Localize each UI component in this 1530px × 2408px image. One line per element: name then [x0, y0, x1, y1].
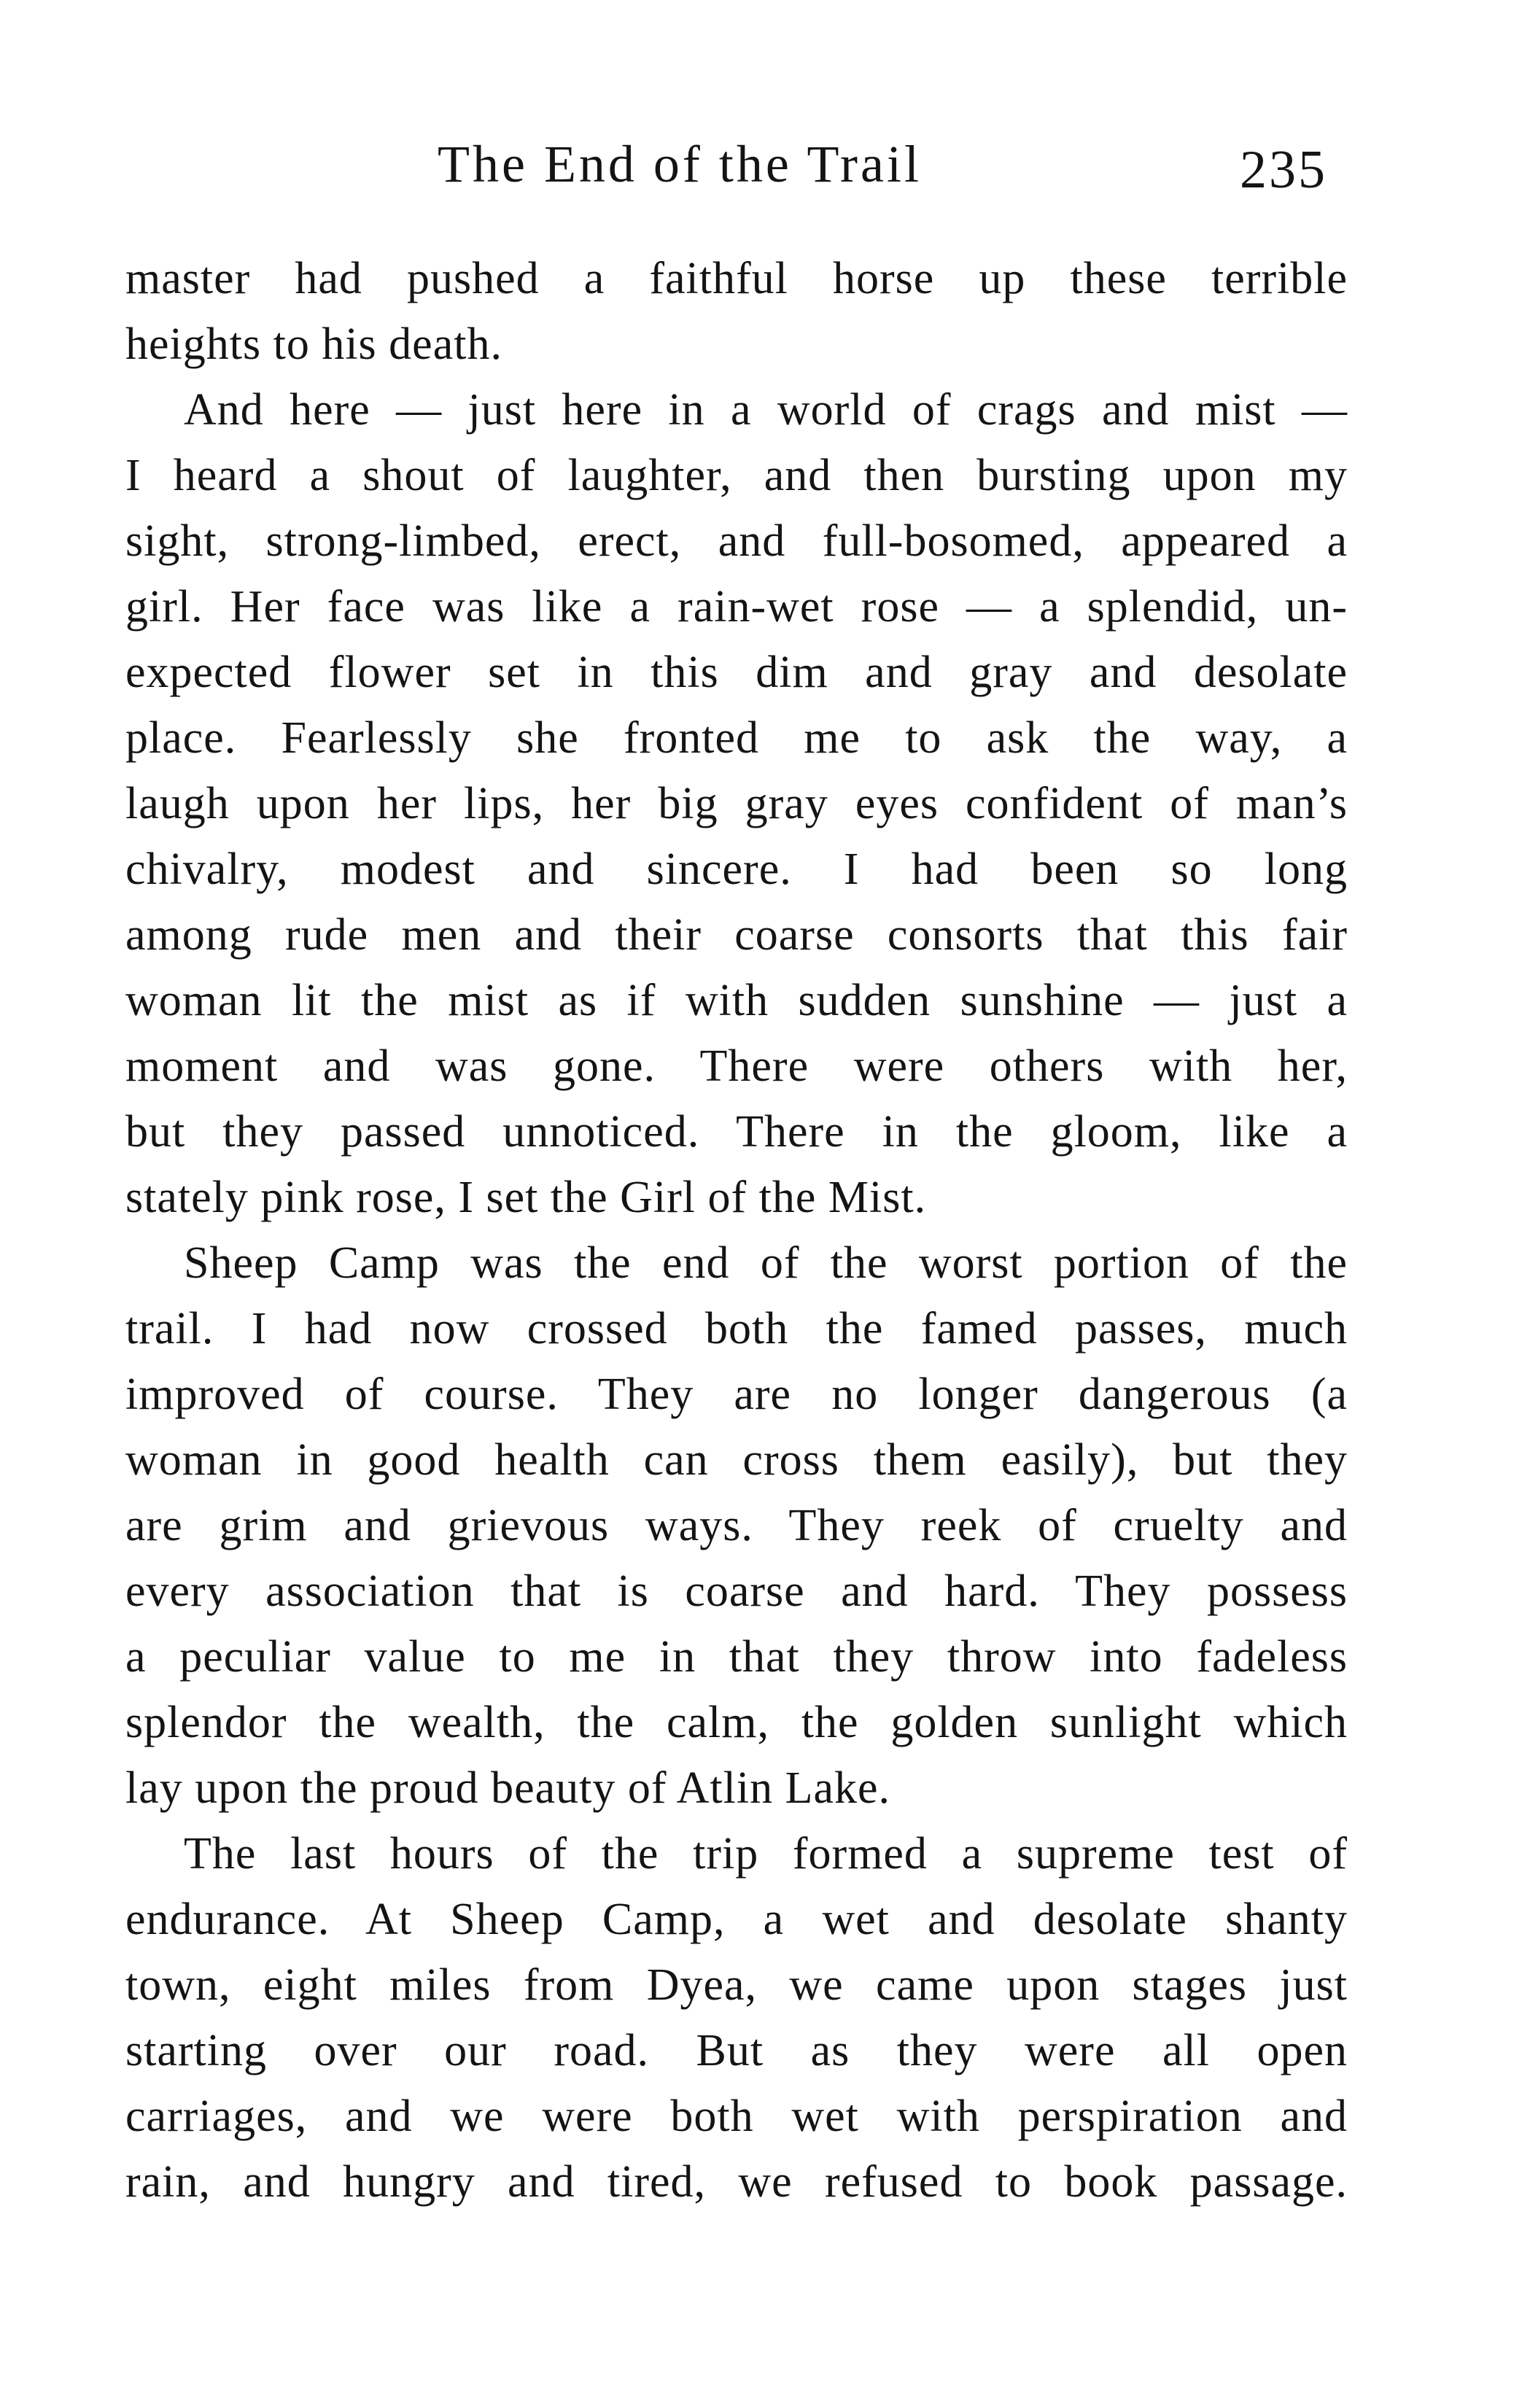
text-line: a peculiar value to me in that they throw into fadeless: [125, 1632, 1348, 1682]
paragraph-3: [125, 1230, 1348, 1821]
text-line: master had pushed a faithful horse up these terrible: [125, 254, 1348, 303]
running-title: The End of the Trail: [438, 135, 922, 193]
page-number: 235: [1240, 140, 1327, 200]
text-line: are grim and grievous ways. They reek of cruelty and: [125, 1501, 1348, 1550]
text-line: moment and was gone. There were others with her,: [125, 1041, 1348, 1091]
text-line: stately pink rose, I set the Girl of the Mist.: [125, 1173, 927, 1222]
text-line: chivalry, modest and sincere. I had been so long: [125, 844, 1348, 894]
text-line: among rude men and their coarse consorts that this fair: [125, 910, 1348, 960]
text-line: town, eight miles from Dyea, we came upon stages just: [125, 1960, 1348, 2010]
paragraph-2: [125, 377, 1348, 1230]
body-text: [125, 246, 1348, 2215]
paragraph-1: [125, 246, 1348, 377]
text-line: girl. Her face was like a rain-wet rose — a splendid, un-: [125, 582, 1348, 632]
text-line: rain, and hungry and tired, we refused to book passage.: [125, 2157, 1348, 2207]
text-line: but they passed unnoticed. There in the gloom, like a: [125, 1107, 1348, 1157]
text-line: splendor the wealth, the calm, the golden sunlight which: [125, 1698, 1348, 1747]
text-line: I heard a shout of laughter, and then bursting upon my: [125, 451, 1348, 500]
text-line: And here — just here in a world of crags and mist —: [184, 385, 1348, 435]
text-line: endurance. At Sheep Camp, a wet and desolate shanty: [125, 1895, 1348, 1944]
text-line: woman in good health can cross them easily), but they: [125, 1435, 1348, 1485]
text-line: lay upon the proud beauty of Atlin Lake.: [125, 1763, 890, 1813]
text-line: trail. I had now crossed both the famed passes, much: [125, 1304, 1348, 1353]
text-line: Sheep Camp was the end of the worst portion of the: [184, 1238, 1348, 1288]
text-line: expected flower set in this dim and gray and desolate: [125, 648, 1348, 697]
text-line: starting over our road. But as they were all open: [125, 2026, 1348, 2075]
text-line: carriages, and we were both wet with perspiration and: [125, 2092, 1348, 2141]
text-line: place. Fearlessly she fronted me to ask the way, a: [125, 713, 1348, 763]
running-head: [0, 131, 1530, 200]
text-line: woman lit the mist as if with sudden sunshine — just a: [125, 976, 1348, 1025]
paragraph-4: [125, 1821, 1348, 2215]
text-line: every association that is coarse and hard. They possess: [125, 1566, 1348, 1616]
text-line: sight, strong-limbed, erect, and full-bosomed, appeared a: [125, 516, 1348, 566]
text-line: laugh upon her lips, her big gray eyes confident of man’s: [125, 779, 1348, 828]
text-line: The last hours of the trip formed a supreme test of: [184, 1829, 1348, 1879]
text-line: heights to his death.: [125, 319, 502, 369]
text-line: improved of course. They are no longer dangerous (a: [125, 1370, 1348, 1419]
